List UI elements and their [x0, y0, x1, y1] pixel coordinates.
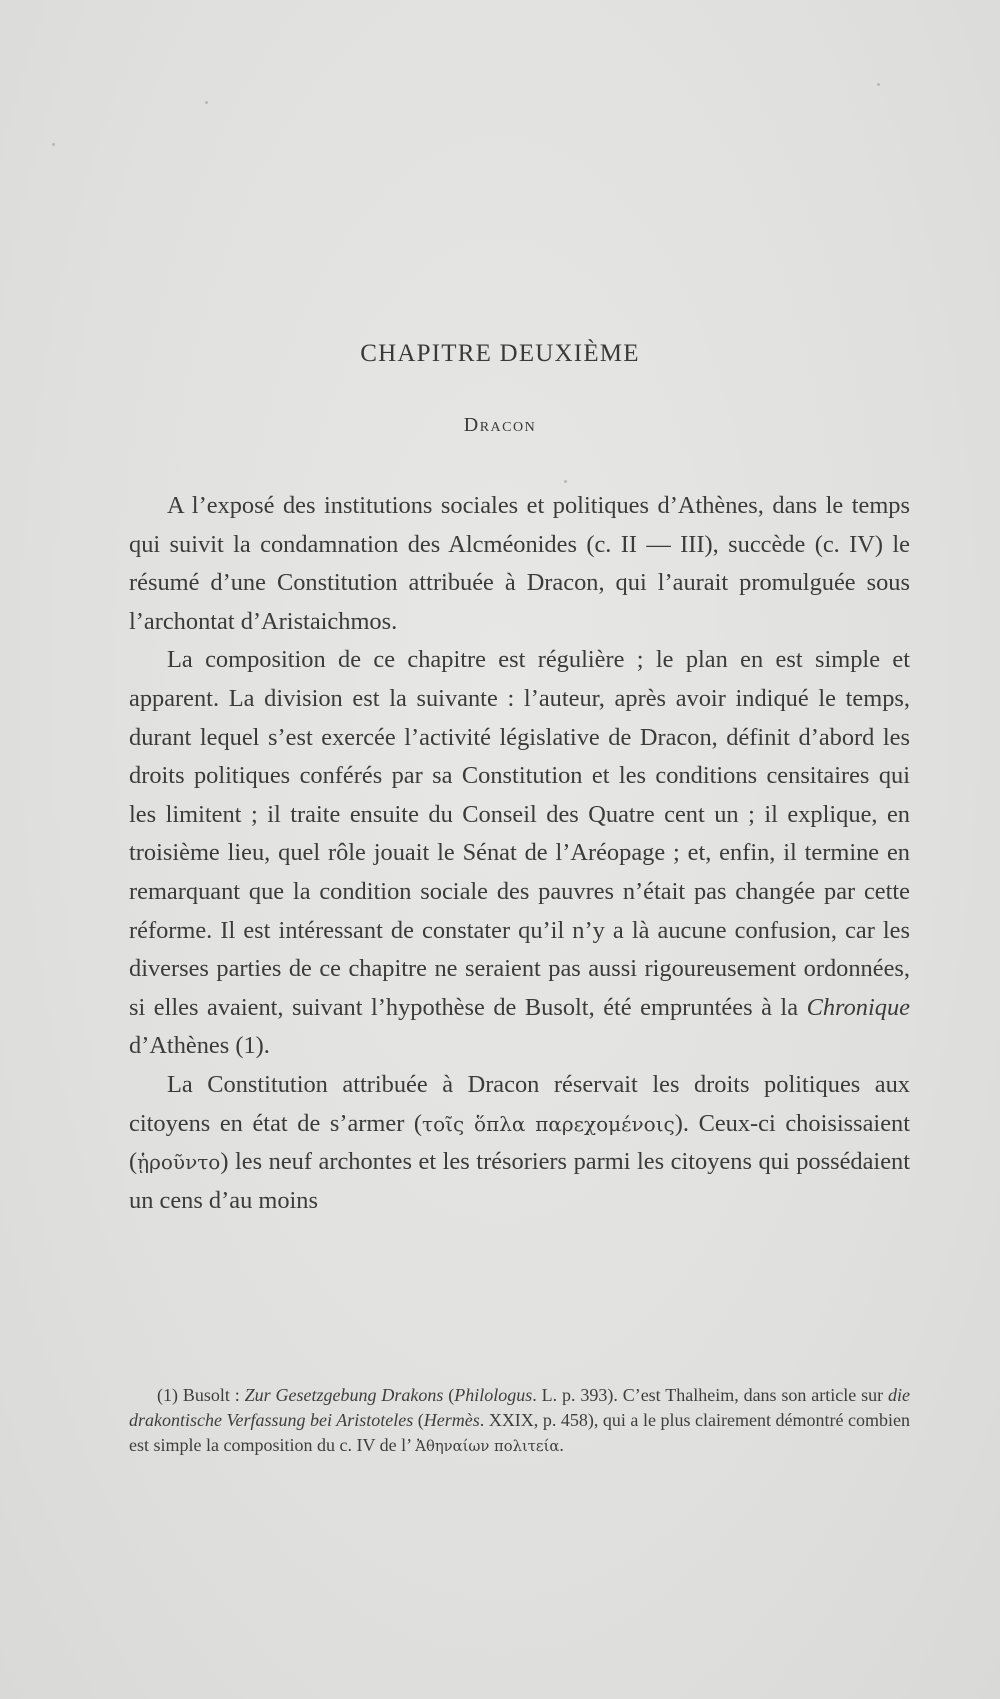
- greek-phrase: τοῖς ὅπλα παρεχομένοις: [422, 1111, 675, 1136]
- text-run: d’Athènes (1).: [129, 1032, 270, 1060]
- italic-title: Hermès: [423, 1410, 480, 1430]
- text-run: (: [443, 1385, 455, 1405]
- paragraph: [129, 487, 910, 641]
- italic-title: Philologus: [454, 1385, 533, 1405]
- text-run: La composition de ce chapitre est régulière ; le plan en est simple et apparent. La division est la suivante : l’auteur, après avoir indiqué le temps, durant lequel s’est exercée l’activité législative de Dracon, définit d’abord les droits politiques conférés par sa Constitution et les conditions censitaires qui les limitent ; il traite ensuite du Conseil des Quatre cent un ; il explique, en troisième lieu, quel rôle jouait le Sénat de l’Aréopage ; et, enfin, il termine en remarquant que la condition sociale des pauvres n’était pas changée par cette réforme. Il est intéressant de constater qu’il n’y a là aucune confusion, car les diverses parties de ce chapitre ne seraient pas aussi rigoureusement ordonnées, si elles avaient, suivant l’hypothèse de Busolt, été empruntées à la: [129, 646, 910, 1021]
- footnotes: [129, 1383, 910, 1459]
- italic-title: die drakontische Verfassung bei Aristoteles: [129, 1385, 910, 1430]
- greek-phrase: Ἀθηναίων πολιτεία: [415, 1438, 560, 1455]
- body-text: [129, 487, 910, 1220]
- paper-speck: [52, 143, 55, 146]
- italic-title: Chronique: [806, 993, 910, 1021]
- text-run: A l’exposé des institutions sociales et politiques d’Athènes, dans le temps qui suivit la condamnation des Alcméonides (c. II — III), succède (c. IV) le résumé d’une Constitution attribuée à Dracon, qui l’aurait promulguée sous l’archontat d’Aristaichmos.: [129, 492, 910, 635]
- section-title: Dracon: [463, 414, 537, 436]
- text-run: ) les neuf archontes et les trésoriers parmi les citoyens qui possédaient un cens d’au moins: [129, 1148, 910, 1214]
- paragraph: [129, 641, 910, 1066]
- text-run: . L. p. 393). C’est Thalheim, dans son article sur: [532, 1385, 888, 1405]
- paragraph: [129, 1066, 910, 1220]
- footnote: [129, 1383, 910, 1459]
- chapter-title: CHAPITRE DEUXIÈME: [360, 340, 640, 367]
- paper-speck: [564, 480, 567, 483]
- text-run: La Constitution attribuée à Dracon réservait les droits politiques aux citoyens en état de s’armer (: [129, 1070, 910, 1137]
- paper-speck: [205, 101, 208, 104]
- text-run: ). Ceux-ci choisissaient (: [129, 1109, 910, 1176]
- text-run: .: [559, 1435, 564, 1455]
- italic-title: Zur Gesetzgebung Drakons: [244, 1385, 444, 1405]
- text-run: (: [413, 1410, 424, 1430]
- footnote-number: (1) Busolt :: [157, 1385, 245, 1405]
- paper-speck: [877, 83, 880, 86]
- greek-word: ᾑροῦντο: [137, 1150, 221, 1175]
- text-run: . XXIX, p. 458), qui a le plus clairement démontré combien est simple la composition du c. IV de l’: [129, 1410, 910, 1455]
